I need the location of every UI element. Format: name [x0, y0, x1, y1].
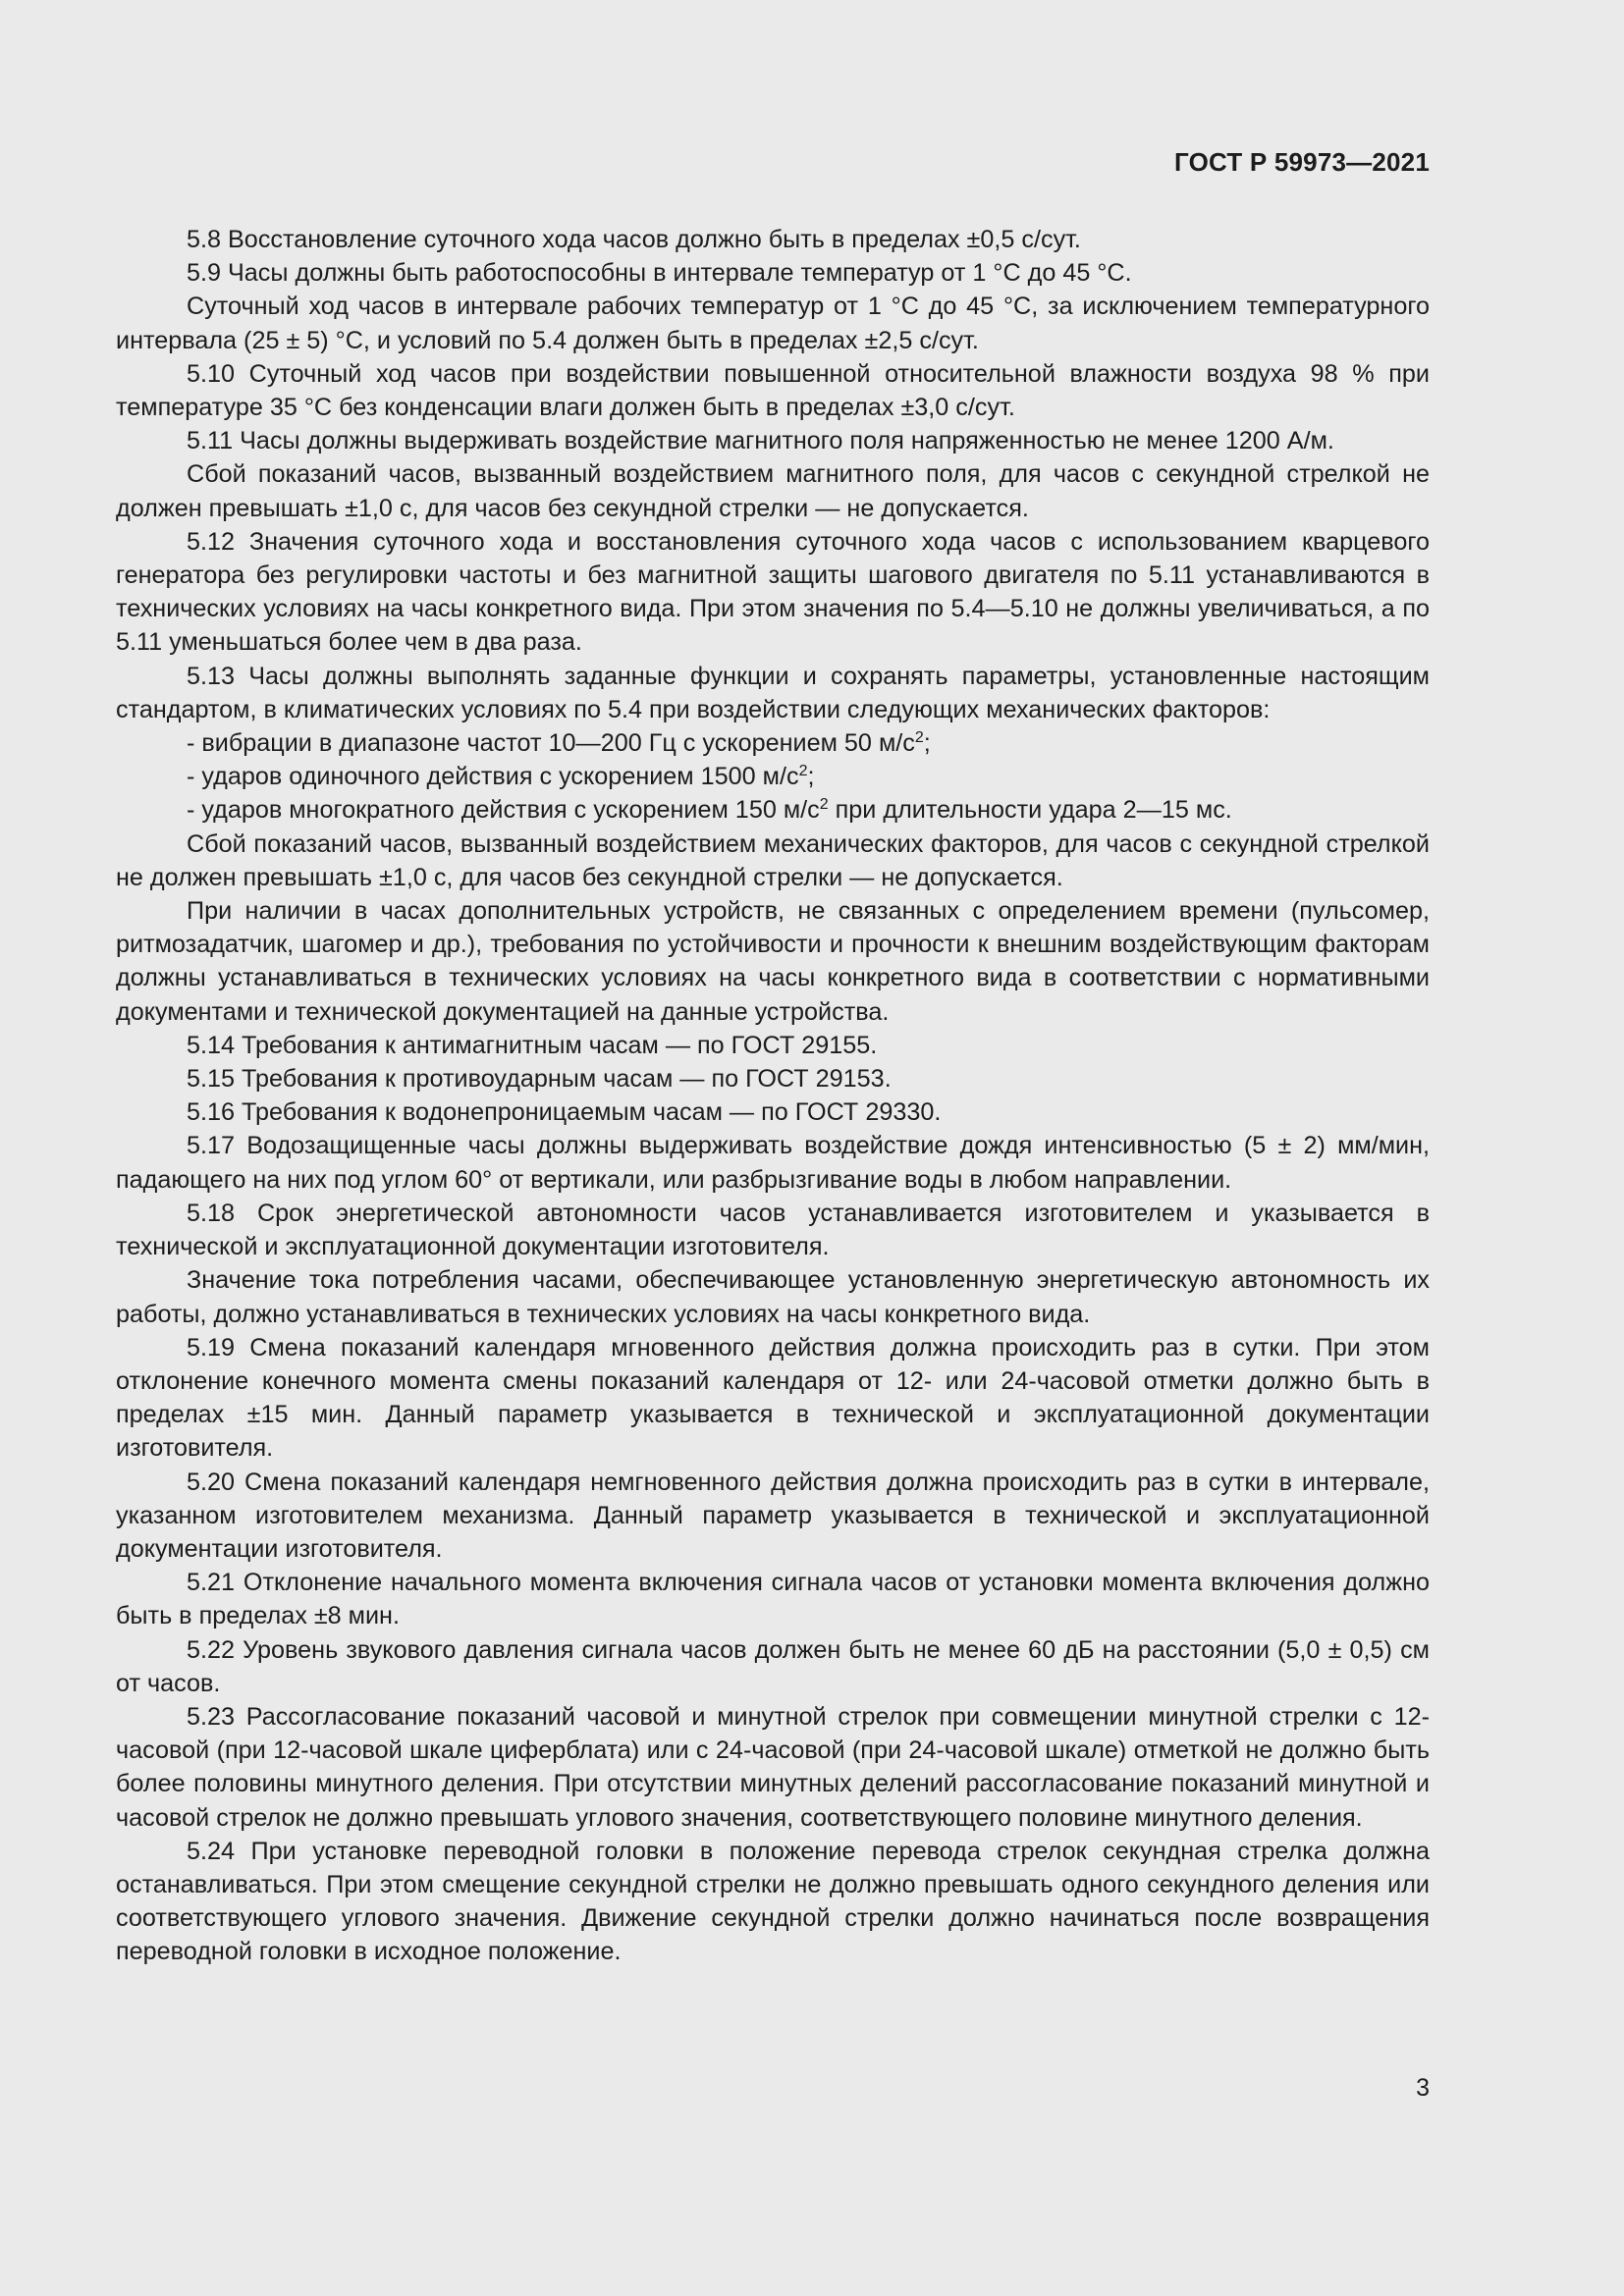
paragraph-5-11-failure: Сбой показаний часов, вызванный воздействием магнитного поля, для часов с секундной стрелкой не должен превышать ±1,0 с, для часов без секундной стрелки — не допускается.	[116, 460, 1430, 522]
paragraph-5-19: 5.19 Смена показаний календаря мгновенного действия должна происходить раз в сутки. При этом отклонение конечного момента смены показаний календаря от 12- или 24-часовой отметки должно быть в пределах ±15 мин. Данный параметр указывается в технической и эксплуатационной документации изготовителя.	[116, 1333, 1430, 1463]
list-item-multiple-impact: - ударов многократного действия с ускорением 150 $м/с^2$ при длительности удара 2—15 мс.	[187, 796, 1232, 825]
paragraph-5-21: 5.21 Отклонение начального момента включения сигнала часов от установки момента включения должно быть в пределах ±8 мин.	[116, 1569, 1430, 1630]
paragraph-5-18: 5.18 Срок энергетической автономности часов устанавливается изготовителем и указывается в технической и эксплуатационной документации изготовителя.	[116, 1199, 1430, 1261]
paragraph-5-15: 5.15 Требования к противоударным часам — по ГОСТ 29153.	[187, 1065, 892, 1094]
paragraph-5-11: 5.11 Часы должны выдерживать воздействие магнитного поля напряженностью не менее 1200 А/м.	[187, 427, 1334, 455]
paragraph-5-10: 5.10 Суточный ход часов при воздействии повышенной относительной влажности воздуха 98 % при температуре 35 °С без конденсации влаги должен быть в пределах ±3,0 с/сут.	[116, 359, 1430, 422]
paragraph-mechanical-failure: Сбой показаний часов, вызванный воздействием механических факторов, для часов с секундной стрелкой не должен превышать ±1,0 с, для часов без секундной стрелки — не допускается.	[116, 829, 1430, 891]
document-header: ГОСТ Р 59973—2021	[1174, 147, 1430, 177]
list-item-vibration: - вибрации в диапазоне частот 10—200 Гц с ускорением 50 $м/с^2$;	[187, 729, 931, 758]
paragraph-5-16: 5.16 Требования к водонепроницаемым часам — по ГОСТ 29330.	[187, 1098, 942, 1127]
paragraph-5-18-current: Значение тока потребления часами, обеспечивающее установленную энергетическую автономность их работы, должно устанавливаться в технических условиях на часы конкретного вида.	[116, 1266, 1430, 1328]
paragraph-5-22: 5.22 Уровень звукового давления сигнала часов должен быть не менее 60 дБ на расстоянии (5,0 ± 0,5) см от часов.	[116, 1635, 1430, 1697]
list-item-single-impact: - ударов одиночного действия с ускорением 1500 $м/с^2$;	[187, 763, 815, 791]
paragraph-5-24: 5.24 При установке переводной головки в положение перевода стрелок секундная стрелка должна останавливаться. При этом смещение секундной стрелки не должно превышать одного секундного деления или соответствующего углового значения. Движение секундной стрелки должно начинаться после возвращения переводной головки в исходное положение.	[116, 1837, 1430, 1966]
paragraph-additional-devices: При наличии в часах дополнительных устройств, не связанных с определением времени (пульсомер, ритмозадатчик, шагомер и др.), требования по устойчивости и прочности к внешним воздействующим факторам должны устанавливаться в технических условиях на часы конкретного вида в соответствии с нормативными документами и технической документацией на данные устройства.	[116, 897, 1430, 1026]
paragraph-5-13: 5.13 Часы должны выполнять заданные функции и сохранять параметры, установленные настоящим стандартом, в климатических условиях по 5.4 при воздействии следующих механических факторов:	[116, 662, 1430, 723]
document-body	[116, 223, 1430, 1969]
paragraph-5-14: 5.14 Требования к антимагнитным часам — по ГОСТ 29155.	[187, 1031, 878, 1059]
paragraph-5-17: 5.17 Водозащищенные часы должны выдерживать воздействие дождя интенсивностью (5 ± 2) мм/мин, падающего на них под углом 60° от вертикали, или разбрызгивание воды в любом направлении.	[116, 1132, 1430, 1194]
paragraph-5-12: 5.12 Значения суточного хода и восстановления суточного хода часов с использованием кварцевого генератора без регулировки частоты и без магнитной защиты шагового двигателя по 5.11 устанавливаются в технических условиях на часы конкретного вида. При этом значения по 5.4—5.10 не должны увеличиваться, а по 5.11 уменьшаться более чем в два раза.	[116, 527, 1430, 657]
paragraph-5-9-daily-rate: Суточный ход часов в интервале рабочих температур от 1 °С до 45 °С, за исключением температурного интервала (25 ± 5) °С, и условий по 5.4 должен быть в пределах ±2,5 с/сут.	[116, 293, 1430, 354]
paragraph-5-8: 5.8 Восстановление суточного хода часов должно быть в пределах ±0,5 с/сут.	[187, 226, 1081, 253]
paragraph-5-23: 5.23 Рассогласование показаний часовой и минутной стрелок при совмещении минутной стрелки с 12-часовой (при 12-часовой шкале циферблата) или с 24-часовой (при 24-часовой шкале) отметкой не должно быть более половины минутного деления. При отсутствии минутных делений рассогласование показаний минутной и часовой стрелок не должно превышать углового значения, соответствующего половине минутного деления.	[116, 1702, 1430, 1832]
paragraph-5-9: 5.9 Часы должны быть работоспособны в интервале температур от 1 °С до 45 °С.	[187, 259, 1132, 288]
paragraph-5-20: 5.20 Смена показаний календаря немгновенного действия должна происходить раз в сутки в интервале, указанном изготовителем механизма. Данный параметр указывается в технической и эксплуатационной документации изготовителя.	[116, 1468, 1430, 1563]
page-number: 3	[1416, 2074, 1430, 2102]
